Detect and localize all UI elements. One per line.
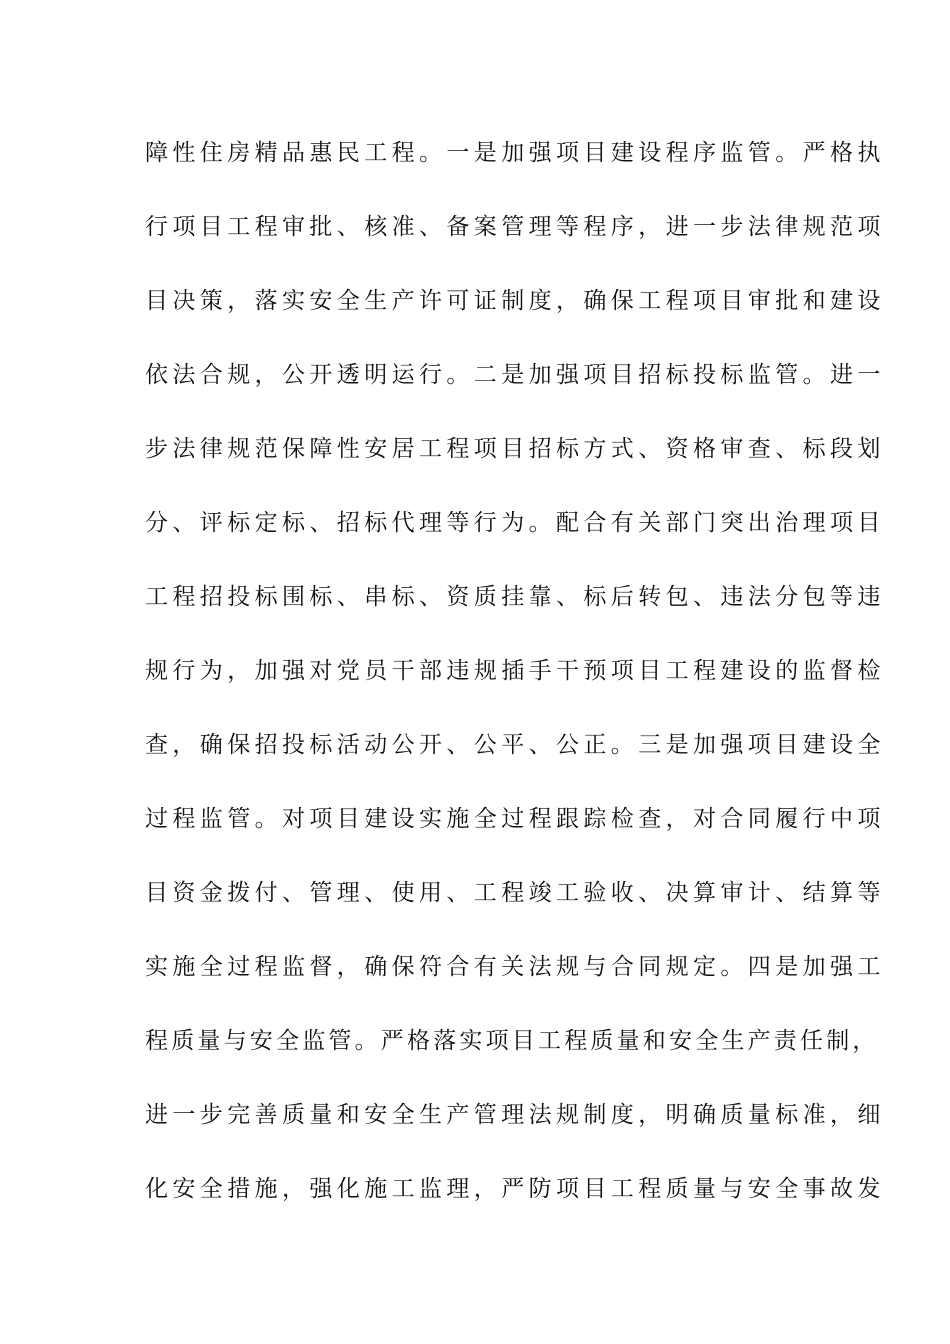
text-line-4: 依法合规，公开透明运行。二是加强项目招标投标监管。进一: [145, 362, 885, 388]
text-line-7: 工程招投标围标、串标、资质挂靠、标后转包、违法分包等违: [145, 584, 885, 610]
body-paragraph: [145, 133, 885, 1243]
text-line-14: 进一步完善质量和安全生产管理法规制度，明确质量标准，细: [145, 1102, 885, 1128]
text-line-9: 查，确保招投标活动公开、公平、公正。三是加强项目建设全: [145, 732, 885, 758]
text-line-13: 程质量与安全监管。严格落实项目工程质量和安全生产责任制，: [145, 1028, 879, 1054]
text-line-6: 分、评标定标、招标代理等行为。配合有关部门突出治理项目: [145, 510, 885, 536]
text-line-15: 化安全措施，强化施工监理，严防项目工程质量与安全事故发: [145, 1176, 885, 1202]
text-line-3: 目决策，落实安全生产许可证制度，确保工程项目审批和建设: [145, 288, 885, 314]
text-line-12: 实施全过程监督，确保符合有关法规与合同规定。四是加强工: [145, 954, 885, 980]
text-line-1: 障性住房精品惠民工程。一是加强项目建设程序监管。严格执: [145, 140, 885, 166]
text-line-8: 规行为，加强对党员干部违规插手干预项目工程建设的监督检: [145, 658, 885, 684]
text-line-11: 目资金拨付、管理、使用、工程竣工验收、决算审计、结算等: [145, 880, 885, 906]
text-line-5: 步法律规范保障性安居工程项目招标方式、资格审查、标段划: [145, 436, 885, 462]
text-line-2: 行项目工程审批、核准、备案管理等程序，进一步法律规范项: [145, 214, 885, 240]
text-line-10: 过程监管。对项目建设实施全过程跟踪检查，对合同履行中项: [145, 806, 885, 832]
